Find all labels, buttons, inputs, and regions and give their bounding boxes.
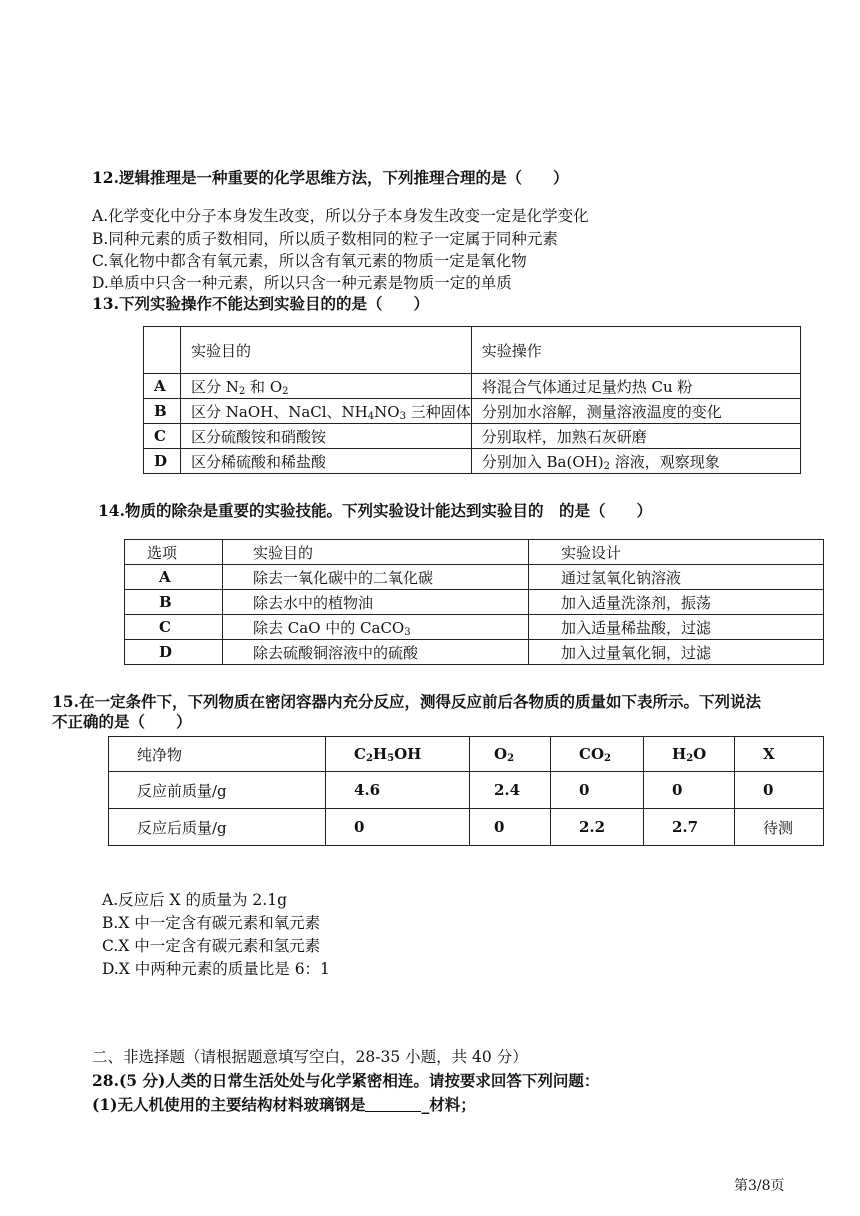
table-row: [144, 327, 801, 374]
table-row: [125, 640, 824, 665]
q14-header-design: 实验设计: [529, 540, 824, 565]
q13-table: [143, 326, 801, 474]
q15-before-x: 0: [735, 772, 824, 809]
table-row: [125, 615, 824, 640]
q15-table: [108, 736, 824, 846]
q13-header-operation: 实验操作: [471, 327, 800, 374]
q13-header-goal: 实验目的: [181, 327, 472, 374]
q28-stem: 28.(5 分)人类的日常生活处处与化学紧密相连。请按要求回答下列问题：: [92, 1071, 600, 1090]
q14-row-d-label: D: [125, 640, 223, 665]
q14-row-b-label: B: [125, 590, 223, 615]
q15-col-water: $H_2O$: [644, 737, 735, 772]
q15-option-c: C.X 中一定含有碳元素和氢元素: [102, 937, 321, 955]
q15-col-ethanol: $C_2H_5OH$: [326, 737, 470, 772]
q15-after-oxygen: 0: [470, 809, 551, 846]
q13-stem: 13.下列实验操作不能达到实验目的的是（ ）: [92, 294, 429, 313]
q15-col-oxygen: $O_2$: [470, 737, 551, 772]
q15-after-x: 待测: [735, 809, 824, 846]
table-row: [125, 590, 824, 615]
table-row: [144, 449, 801, 474]
q13-row-b-operation: 分别加水溶解，测量溶液温度的变化: [471, 399, 800, 424]
q13-row-b-goal: 区分 NaOH、NaCl、$NH_4NO_3$ 三种固体: [181, 399, 472, 424]
q15-after-ethanol: 0: [326, 809, 470, 846]
q14-row-a-goal: 除去一氧化碳中的二氧化碳: [223, 565, 529, 590]
q15-col-co2: $CO_2$: [551, 737, 644, 772]
q15-row-before-label: 反应前质量/g: [109, 772, 326, 809]
q15-option-b: B.X 中一定含有碳元素和氧元素: [102, 914, 321, 932]
q14-row-a-label: A: [125, 565, 223, 590]
q15-header-label: 纯净物: [109, 737, 326, 772]
q13-row-c-goal: 区分硫酸铵和硝酸铵: [181, 424, 472, 449]
q14-header-goal: 实验目的: [223, 540, 529, 565]
table-row: [109, 737, 824, 772]
q14-row-c-label: C: [125, 615, 223, 640]
q14-row-c-goal: 除去 CaO 中的 CaCO$_3$: [223, 615, 529, 640]
q13-header-label: [144, 327, 181, 374]
table-row: [144, 399, 801, 424]
q14-row-b-goal: 除去水中的植物油: [223, 590, 529, 615]
q15-after-water: 2.7: [644, 809, 735, 846]
q14-row-d-design: 加入过量氧化铜，过滤: [529, 640, 824, 665]
q15-before-oxygen: 2.4: [470, 772, 551, 809]
q13-row-a-operation: 将混合气体通过足量灼热 Cu 粉: [471, 374, 800, 399]
q12-option-b: B.同种元素的质子数相同，所以质子数相同的粒子一定属于同种元素: [92, 230, 558, 248]
q13-row-c-operation: 分别取样，加熟石灰研磨: [471, 424, 800, 449]
q15-stem-line2: 不正确的是（ ）: [52, 712, 192, 731]
q14-stem: 14.物质的除杂是重要的实验技能。下列实验设计能达到实验目的 的是（ ）: [98, 501, 652, 520]
q13-row-a-label: A: [144, 374, 181, 399]
q13-row-d-operation: 分别加入 $Ba(OH)_2$ 溶液，观察现象: [471, 449, 800, 474]
q14-row-c-design: 加入适量稀盐酸，过滤: [529, 615, 824, 640]
q15-col-x: X: [735, 737, 824, 772]
q15-option-d: D.X 中两种元素的质量比是 6：1: [102, 960, 330, 978]
q13-row-a-goal: 区分 $N_2$ 和 $O_2$: [181, 374, 472, 399]
q13-row-b-label: B: [144, 399, 181, 424]
q14-table: [124, 539, 824, 665]
table-row: [125, 540, 824, 565]
q15-stem-line1: 15.在一定条件下，下列物质在密闭容器内充分反应，测得反应前后各物质的质量如下表所示。下列说法: [52, 692, 761, 711]
q15-before-co2: 0: [551, 772, 644, 809]
q12-option-c: C.氧化物中都含有氧元素，所以含有氧元素的物质一定是氧化物: [92, 252, 527, 270]
q13-row-c-label: C: [144, 424, 181, 449]
table-row: [109, 809, 824, 846]
q14-row-b-design: 加入适量洗涤剂，振荡: [529, 590, 824, 615]
q15-before-ethanol: 4.6: [326, 772, 470, 809]
q15-after-co2: 2.2: [551, 809, 644, 846]
q14-row-d-goal: 除去硫酸铜溶液中的硫酸: [223, 640, 529, 665]
table-row: [109, 772, 824, 809]
answer-blank[interactable]: [365, 1097, 421, 1112]
q15-row-after-label: 反应后质量/g: [109, 809, 326, 846]
q28-part1: (1)无人机使用的主要结构材料玻璃钢是 _材料；: [92, 1095, 476, 1114]
q15-before-water: 0: [644, 772, 735, 809]
q12-option-d: D.单质中只含一种元素，所以只含一种元素是物质一定的单质: [92, 274, 512, 292]
q13-row-d-label: D: [144, 449, 181, 474]
q14-header-option: 选项: [125, 540, 223, 565]
q12-stem: 12.逻辑推理是一种重要的化学思维方法，下列推理合理的是（ ）: [92, 168, 569, 187]
table-row: [144, 374, 801, 399]
q12-option-a: A.化学变化中分子本身发生改变，所以分子本身发生改变一定是化学变化: [92, 207, 589, 225]
q13-row-d-goal: 区分稀硫酸和稀盐酸: [181, 449, 472, 474]
part2-heading: 二、非选择题（请根据题意填写空白，28-35 小题，共 40 分）: [92, 1048, 528, 1066]
table-row: [125, 565, 824, 590]
page-number: 第3/8页: [734, 1178, 785, 1194]
table-row: [144, 424, 801, 449]
q14-row-a-design: 通过氢氧化钠溶液: [529, 565, 824, 590]
q15-option-a: A.反应后 X 的质量为 2.1g: [102, 891, 288, 909]
